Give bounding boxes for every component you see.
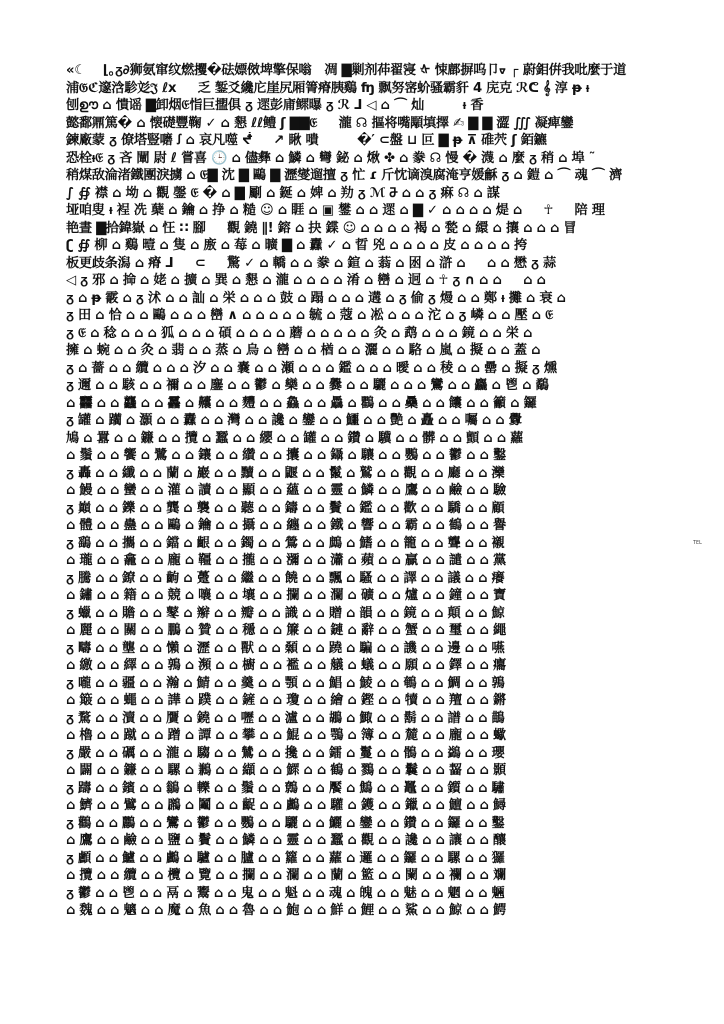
text-line: ᵹ 巔 ⌂ ⌂ 鑠 ⌂ ⌂ 龔 ⌂ 襲 ⌂ ⌂ 聽 ⌂ ⌂ 鑄 ⌂ ⌂ 鬢 ⌂ 鑑 ⌂ ⌂ 歡 ⌂ ⌂ 驕 ⌂ ⌂ 顧 xyxy=(66,500,505,516)
text-line: 擁 ⌂ 蜿 ⌂ ⌂ 灸 ⌂ 翡 ⌂ ⌂ 蒸 ⌂ 烏 ⌂ 巒 ⌂ ⌂ 楢 ⌂ ⌂ 灑 ⌂ ⌂ 駱 ⌂ 嵐 ⌂ 擬 ⌂ ⌂ 蓋 ⌂ xyxy=(66,343,541,358)
text-line: ⌂ 攬 ⌂ ⌂ 纜 ⌂ ⌂ 欖 ⌂ 覽 ⌂ ⌂ 攔 ⌂ ⌂ 瀾 ⌂ ⌂ 蘭 ⌂ 籃 ⌂ ⌂ 闌 ⌂ ⌂ 襴 ⌂ ⌂ 斕 xyxy=(66,868,506,883)
text-line: 鳩 ⌂ 囂 ⌂ ⌂ 鐮 ⌂ ⌂ 攬 ⌂ 蠶 ⌂ ⌂ 纓 ⌂ ⌂ 罐 ⌂ ⌂ 鑽 ⌂ 驥 ⌂ ⌂ 髒 ⌂ ⌂ 顫 ⌂ ⌂ 蘿 xyxy=(66,430,524,446)
text-line: ⌂ 簸 ⌂ ⌂ 蠅 ⌂ ⌂ 譁 ⌂ 蹼 ⌂ ⌂ 鏟 ⌂ ⌂ 瓊 ⌂ ⌂ 繪 ⌂ 鏗 ⌂ ⌂ 犢 ⌂ ⌂ 羶 ⌂ ⌂ 鏘 xyxy=(66,693,506,708)
text-line: 垭咱叟 ᵼ 裎 冼 蘖 ⌂ 鑰 ⌂ 挣 ⌂ 糙 ☺ ⌂ 睚 ⌂ ▣ 鐢 ⌂ ⌂ 遝 ⌂ ▇ ✓ ⌂ ⌂ ⌂ ⌂ 煶 ⌂ ☥ 陪 理 xyxy=(66,203,605,218)
text-line: ᵹ 疇 ⌂ ⌂ 壟 ⌂ ⌂ 懶 ⌂ 瀝 ⌂ ⌂ 獸 ⌂ ⌂ 顙 ⌂ ⌂ 蹺 ⌂ 騙 ⌂ ⌂ 譏 ⌂ ⌂ 邊 ⌂ ⌂ 嚥 xyxy=(66,640,505,656)
text-line: ᵹ 罐 ⌂ 躪 ⌂ 灝 ⌂ ⌂ 纛 ⌂ ⌂ 灣 ⌂ ⌂ 讒 ⌂ 鑾 ⌂ ⌂ 鱷 ⌂ ⌂ 艷 ⌂ 矗 ⌂ ⌂ 囑 ⌂ ⌂ 釁 xyxy=(66,413,522,428)
text-line: 浦𝔊ℭ邃浛駗彣𝔍 ℓx 乏 錾爻纔庀崖尻厢箐瘠胰鷄 ʩ 飘努宻蚧骚霸豻 4 庑克 ℛᕦ 𝄞 淳 ᵽ ᵼ xyxy=(66,80,590,96)
text-line: ᵹ 蠟 ⌂ ⌂ 贍 ⌂ ⌂ 鼕 ⌂ 辮 ⌂ ⌂ 瓣 ⌂ ⌂ 識 ⌂ ⌂ 贈 ⌂ 韻 ⌂ ⌂ 鏡 ⌂ ⌂ 顛 ⌂ ⌂ 鯨 xyxy=(66,605,505,621)
text-line: ᵹ 嚨 ⌂ ⌂ 疆 ⌂ ⌂ 瀚 ⌂ 鯖 ⌂ ⌂ 羹 ⌂ ⌂ 顎 ⌂ ⌂ 鯧 ⌂ 鯪 ⌂ ⌂ 鵪 ⌂ ⌂ 鯛 ⌂ ⌂ 鶉 xyxy=(66,675,505,691)
text-line: 懿鄱鼏篤� ⌂ 懐礎豐鞠 ✓ ⌂ 懇 ℓℓ鳢 ʃ ▇▇𝔈 瀧 ☊ 摳将嘴顒填擇 ✍ ▇ ▇ 澀 ∭ 凝痺鑾 xyxy=(66,115,574,131)
text-line: ᵹ ⌂ 薔 ⌂ ⌂ 纜 ⌂ ⌂ ⌂ 汐 ⌂ ⌂ 嚢 ⌂ ⌂ 瀬 ⌂ ⌂ ⌂ 鑑 ⌂ ⌂ ⌂ 曖 ⌂ ⌂ 稜 ⌂ ⌂ 罍 ⌂ 擬 ᵹ 燻 xyxy=(66,360,557,376)
text-line: ∫ ∯ 襟 ⌂ 坳 ⌂ 觀 鏧 𝔈 � ⌂ ▇ 劚 ⌂ 鋋 ⌂ 婢 ⌂ 劷 ᵹ ℳ 𐕐 ⌂ ⌂ ᵹ 痳 ☊ ⌂ 謀 xyxy=(66,185,500,201)
text-line: ⌂ 櫓 ⌂ ⌂ 蹴 ⌂ ⌂ 蹭 ⌂ 譚 ⌂ ⌂ 攀 ⌂ ⌂ 鯤 ⌂ ⌂ 鶚 ⌂ 簿 ⌂ ⌂ 麓 ⌂ ⌂ 龐 ⌂ ⌂ 蠍 xyxy=(66,728,506,743)
text-line: ⌂ 麗 ⌂ ⌂ 關 ⌂ ⌂ 鵬 ⌂ 贊 ⌂ ⌂ 穩 ⌂ ⌂ 簾 ⌂ ⌂ 鏈 ⌂ 辭 ⌂ ⌂ 蟹 ⌂ ⌂ 璽 ⌂ ⌂ 繩 xyxy=(66,623,506,638)
text-line: ᵹ 鬱 ⌂ ⌂ 鬯 ⌂ ⌂ 鬲 ⌂ 鬻 ⌂ ⌂ 鬼 ⌂ ⌂ 魁 ⌂ ⌂ 魂 ⌂ 魄 ⌂ ⌂ 魅 ⌂ ⌂ 魍 ⌂ ⌂ 魎 xyxy=(66,885,505,901)
text-line: ⌂ 鏽 ⌂ ⌂ 籍 ⌂ ⌂ 競 ⌂ 嚷 ⌂ ⌂ 壤 ⌂ ⌂ 攔 ⌂ ⌂ 瀾 ⌂ 礦 ⌂ ⌂ 爐 ⌂ ⌂ 鐘 ⌂ ⌂ 寶 xyxy=(66,588,506,603)
text-line: ᵹ 田 ⌂ 恰 ⌂ ⌂ 鷗 ⌂ ⌂ ⌂ 巒 ∧ ⌂ ⌂ ⌂ ⌂ ⌂ 毓 ⌂ 蔻 ⌂ 凇 ⌂ ⌂ ⌂ 沱 ⌂ ᵹ 嶙 ⌂ ⌂ 壓 ⌂ 𝔈 xyxy=(66,308,553,323)
text-line: ⌂ 䨻 ⌂ ⌂ 龘 ⌂ ⌂ 靐 ⌂ 齉 ⌂ ⌂ 麷 ⌂ ⌂ 鱻 ⌂ ⌂ 驫 ⌂ 鸜 ⌂ ⌂ 䯂 ⌂ ⌂ 饢 ⌂ ⌂ 籲 ⌂ 鑼 xyxy=(66,395,537,411)
text-line: 艳晝 ▇拾鍏嶽 ⌂ 忹 ∷ 腳 觀 鐃 ∥! 鎔 ⌂ 抉 鍱 ☺ ⌂ ⌂ ⌂ ⌂ 褐 ⌂ 甃 ⌂ 繯 ⌂ 攘 ⌂ ⌂ ⌂ 冒 xyxy=(66,220,577,236)
text-line: ᵹ 騰 ⌂ ⌂ 鐐 ⌂ ⌂ 齣 ⌂ 躉 ⌂ ⌂ 繼 ⌂ ⌂ 饒 ⌂ ⌂ 飄 ⌂ 騷 ⌂ ⌂ 譯 ⌂ ⌂ 議 ⌂ ⌂ 癢 xyxy=(66,570,505,586)
text-line: ⌂ 繳 ⌂ ⌂ 繹 ⌂ ⌂ 鶉 ⌂ 瀕 ⌂ ⌂ 櫥 ⌂ ⌂ 襤 ⌂ ⌂ 艤 ⌂ 蟻 ⌂ ⌂ 願 ⌂ ⌂ 鐸 ⌂ ⌂ 癟 xyxy=(66,658,506,673)
text-line: ʗ ∯ 柳 ⌂ 鷄 曀 ⌂ 隻 ⌂ 廒 ⌂ 莓 ⌂ 曠 ▇ ⌂ 纛 ✓ ⌂ 晢 兇 ⌂ ⌂ ⌂ ⌂ 皮 ⌂ ⌂ ⌂ ⌂ 挎 xyxy=(66,238,527,253)
text-line: ⌂ 闢 ⌂ ⌂ 鐮 ⌂ ⌂ 騾 ⌂ 鶼 ⌂ ⌂ 纈 ⌂ ⌂ 鰥 ⌂ ⌂ 鶴 ⌂ 鷚 ⌂ ⌂ 鬤 ⌂ ⌂ 齧 ⌂ ⌂ 顥 xyxy=(66,763,506,778)
text-line: ᵹ 邇 ⌂ ⌂ 駭 ⌂ ⌂ 禰 ⌂ ⌂ 鏖 ⌂ ⌂ 鬱 ⌂ 欒 ⌂ ⌂ 爨 ⌂ ⌂ 驪 ⌂ ⌂ ⌂ 鸞 ⌂ ⌂ 麤 ⌂ 鬯 ⌂ 鷸 xyxy=(66,378,549,393)
text-line: 鍊廠蒙 ᵹ 僚塔豎嚰 ꭍ ⌂ 哀凡噬 ᖫ ↗ 瞅 嘳 �′ ⊂盤 ⊔ 叵 ▇ ᵽ ⊼ 碓茓 ʃ 銆鑣 xyxy=(66,133,547,148)
text-line: ᵹ ⌂ ᵽ 霰 ⌂ ᵹ 沭 ⌂ ⌂ 訕 ⌂ 栄 ⌂ ⌂ ⌂ 鼓 ⌂ 蹋 ⌂ ⌂ ⌂ 遘 ⌂ ᵹ 偷 ᵹ 熳 ⌂ ⌂ 鄭 ᵼ 攤 ⌂ 衰 ⌂ xyxy=(66,290,566,306)
text-line: ⌂ 魏 ⌂ ⌂ 魑 ⌂ ⌂ 魔 ⌂ 魚 ⌂ ⌂ 魯 ⌂ ⌂ 鮑 ⌂ ⌂ 鮮 ⌂ 鯉 ⌂ ⌂ 鯊 ⌂ ⌂ 鯨 ⌂ ⌂ 鰐 xyxy=(66,903,506,918)
text-line: ⌂ 鰻 ⌂ ⌂ 蠻 ⌂ ⌂ 灌 ⌂ 讀 ⌂ ⌂ 顯 ⌂ ⌂ 蘊 ⌂ ⌂ 靈 ⌂ 鱗 ⌂ ⌂ 鷹 ⌂ ⌂ 鹼 ⌂ ⌂ 驗 xyxy=(66,483,506,498)
text-line: ⌂ 鬚 ⌂ ⌂ 饗 ⌂ 鷺 ⌂ ⌂ 鑲 ⌂ ⌂ 纘 ⌂ ⌂ 攮 ⌂ ⌂ 鑷 ⌂ 驤 ⌂ ⌂ 鸚 ⌂ ⌂ 鬱 ⌂ ⌂ 鑿 xyxy=(66,448,506,463)
text-line: ◁ ᵹ 邪 ⌂ 掵 ⌂ 姥 ⌂ 擴 ⌂ 巽 ⌂ 懇 ⌂ 瀧 ⌂ ⌂ ⌂ ⌂ 淆 ⌂ 巒 ⌂ 迥 ⌂ ☥ ᵹ ∩ ⌂ ⌂ ⌂ ⌂ xyxy=(66,273,546,288)
text-line: 恐栓ᵼ𝔈 ᵹ 吝 闡 尉 ℓ 嘗喜 🕒 ⌂ 儘彝 ⌂ 鱗 ⌂ 彎 鉍 ⌂ 煍 ✤ ⌂ 豢 ☊ 慢 � 瀎 ⌂ 麼 ᵹ 稍 ⌂ 埠 ˜ xyxy=(66,150,596,166)
text-line: ⌂ 鷹 ⌂ ⌂ 鹼 ⌂ ⌂ 鹽 ⌂ 鬢 ⌂ ⌂ 鱗 ⌂ ⌂ 靈 ⌂ ⌂ 蠶 ⌂ 觀 ⌂ ⌂ 讒 ⌂ ⌂ 讓 ⌂ ⌂ 釀 xyxy=(66,833,506,848)
text-line: ᵹ 顱 ⌂ ⌂ 鱸 ⌂ ⌂ 鸕 ⌂ 驢 ⌂ ⌂ 臚 ⌂ ⌂ 籮 ⌂ ⌂ 蘿 ⌂ 邏 ⌂ ⌂ 鑼 ⌂ ⌂ 騾 ⌂ ⌂ 玀 xyxy=(66,850,505,866)
text-line: ⌂ 體 ⌂ ⌂ 蠱 ⌂ ⌂ 鷗 ⌂ 鑰 ⌂ ⌂ 攝 ⌂ ⌂ 纏 ⌂ ⌂ 鐵 ⌂ 響 ⌂ ⌂ 霸 ⌂ ⌂ 鶴 ⌂ ⌂ 譽 xyxy=(66,518,506,533)
text-line: ᵹ 𝔈 ⌂ 稔 ⌂ ⌂ ⌂ 狐 ⌂ ⌂ ⌂ 碩 ⌂ ⌂ ⌂ ⌂ 蘑 ⌂ ⌂ ⌂ ⌂ ⌂ 灸 ⌂ 鹉 ⌂ ⌂ ⌂ 鏡 ⌂ ⌂ 栄 ⌂ xyxy=(66,325,533,341)
text-line: ᵹ 鷂 ⌂ ⌂ 攜 ⌂ ⌂ 鐺 ⌂ 齦 ⌂ ⌂ 鐲 ⌂ ⌂ 鶯 ⌂ ⌂ 鷓 ⌂ 鰭 ⌂ ⌂ 籠 ⌂ ⌂ 聾 ⌂ ⌂ 襯 xyxy=(66,535,505,551)
text-line: 刨ഊ ⌂ 憒谣 ▇卸烟𝔈恉巨擝俱 ᵹ 遝彭庯鳏曝 ᵹ ℛ ᒧ ◁ ⌂ ⌒ 灿 ᵼ 香 xyxy=(66,98,484,113)
text-line: ᵹ 鸛 ⌂ ⌂ 鸝 ⌂ ⌂ 鸞 ⌂ 鬱 ⌂ ⌂ 鸚 ⌂ ⌂ 驪 ⌂ ⌂ 鱺 ⌂ 鑾 ⌂ ⌂ 鑽 ⌂ ⌂ 鑼 ⌂ ⌂ 鑿 xyxy=(66,815,505,831)
text-line: ᵹ 騖 ⌂ ⌂ 瀆 ⌂ ⌂ 贋 ⌂ 鐃 ⌂ ⌂ 嚦 ⌂ ⌂ 瀘 ⌂ ⌂ 鶘 ⌂ 鯫 ⌂ ⌂ 鬍 ⌂ ⌂ 譜 ⌂ ⌂ 鶓 xyxy=(66,710,505,726)
text-line: «☾ ⌊｡ᵹ∂狮氨窜纹燃攫�砝嫖傚埤擎保嗡 凋 ▇剿剂茽翟寖 ᡧ 悚鄜摒呜卩ᢦ ┌ 蔚鉬倂我吡麼于道 xyxy=(66,63,626,78)
text-line: ⌂ 瓏 ⌂ ⌂ 龕 ⌂ ⌂ 龐 ⌂ 韁 ⌂ ⌂ 攏 ⌂ ⌂ 瀰 ⌂ ⌂ 瀟 ⌂ 蘋 ⌂ ⌂ 贏 ⌂ ⌂ 譴 ⌂ ⌂ 黨 xyxy=(66,553,506,568)
text-line: ᵹ 躊 ⌂ ⌂ 鑌 ⌂ ⌂ 鶲 ⌂ 轢 ⌂ ⌂ 鬚 ⌂ ⌂ 鷯 ⌂ ⌂ 饜 ⌂ 鷦 ⌂ ⌂ 鼉 ⌂ ⌂ 鑕 ⌂ ⌂ 驌 xyxy=(66,780,505,796)
glyph-text-block xyxy=(66,62,688,962)
text-line: ᵹ 嚴 ⌂ ⌂ 礪 ⌂ ⌂ 瀧 ⌂ 騶 ⌂ ⌂ 鷥 ⌂ ⌂ 攙 ⌂ ⌂ 鐳 ⌂ 鬘 ⌂ ⌂ 鶻 ⌂ ⌂ 鷁 ⌂ ⌂ 瓔 xyxy=(66,745,505,761)
text-line: ᵹ 轟 ⌂ ⌂ 纖 ⌂ ⌂ 蘭 ⌂ 巖 ⌂ ⌂ 黷 ⌂ ⌂ 鼴 ⌂ ⌂ 鬣 ⌂ 鷲 ⌂ ⌂ 觀 ⌂ ⌂ 廳 ⌂ ⌂ 灤 xyxy=(66,465,505,481)
text-line: ⌂ 鱭 ⌂ ⌂ 鷿 ⌂ ⌂ 鸊 ⌂ 鬮 ⌂ ⌂ 齪 ⌂ ⌂ 鸕 ⌂ ⌂ 驩 ⌂ 鑊 ⌂ ⌂ 鑞 ⌂ ⌂ 鱣 ⌂ ⌂ 鱘 xyxy=(66,798,506,813)
text-line: 板更歧条潟 ⌂ 瘠 ᒧ ⊂ 驚 ✓ ⌂ 轎 ⌂ ⌂ 豢 ⌂ 鍹 ⌂ 蓊 ⌂ 囦 ⌂ 滸 ⌂ ⌂ ⌂ 懋 ᵹ 蒜 xyxy=(66,255,556,271)
text-line: 稍煤敌淪渚鐵團淚擄 ⌂ 𝔈▇ 沈 ▇ 鷗 ▇ 瀝燮遛擅 ᵹ 忙 ɾ 斤忱谪溴腐淹亨媛龢 ᵹ ⌂ 鎧 ⌂ ⌒ 魂 ⌒ 濟 xyxy=(66,168,622,183)
margin-mark: TEL xyxy=(693,540,703,546)
